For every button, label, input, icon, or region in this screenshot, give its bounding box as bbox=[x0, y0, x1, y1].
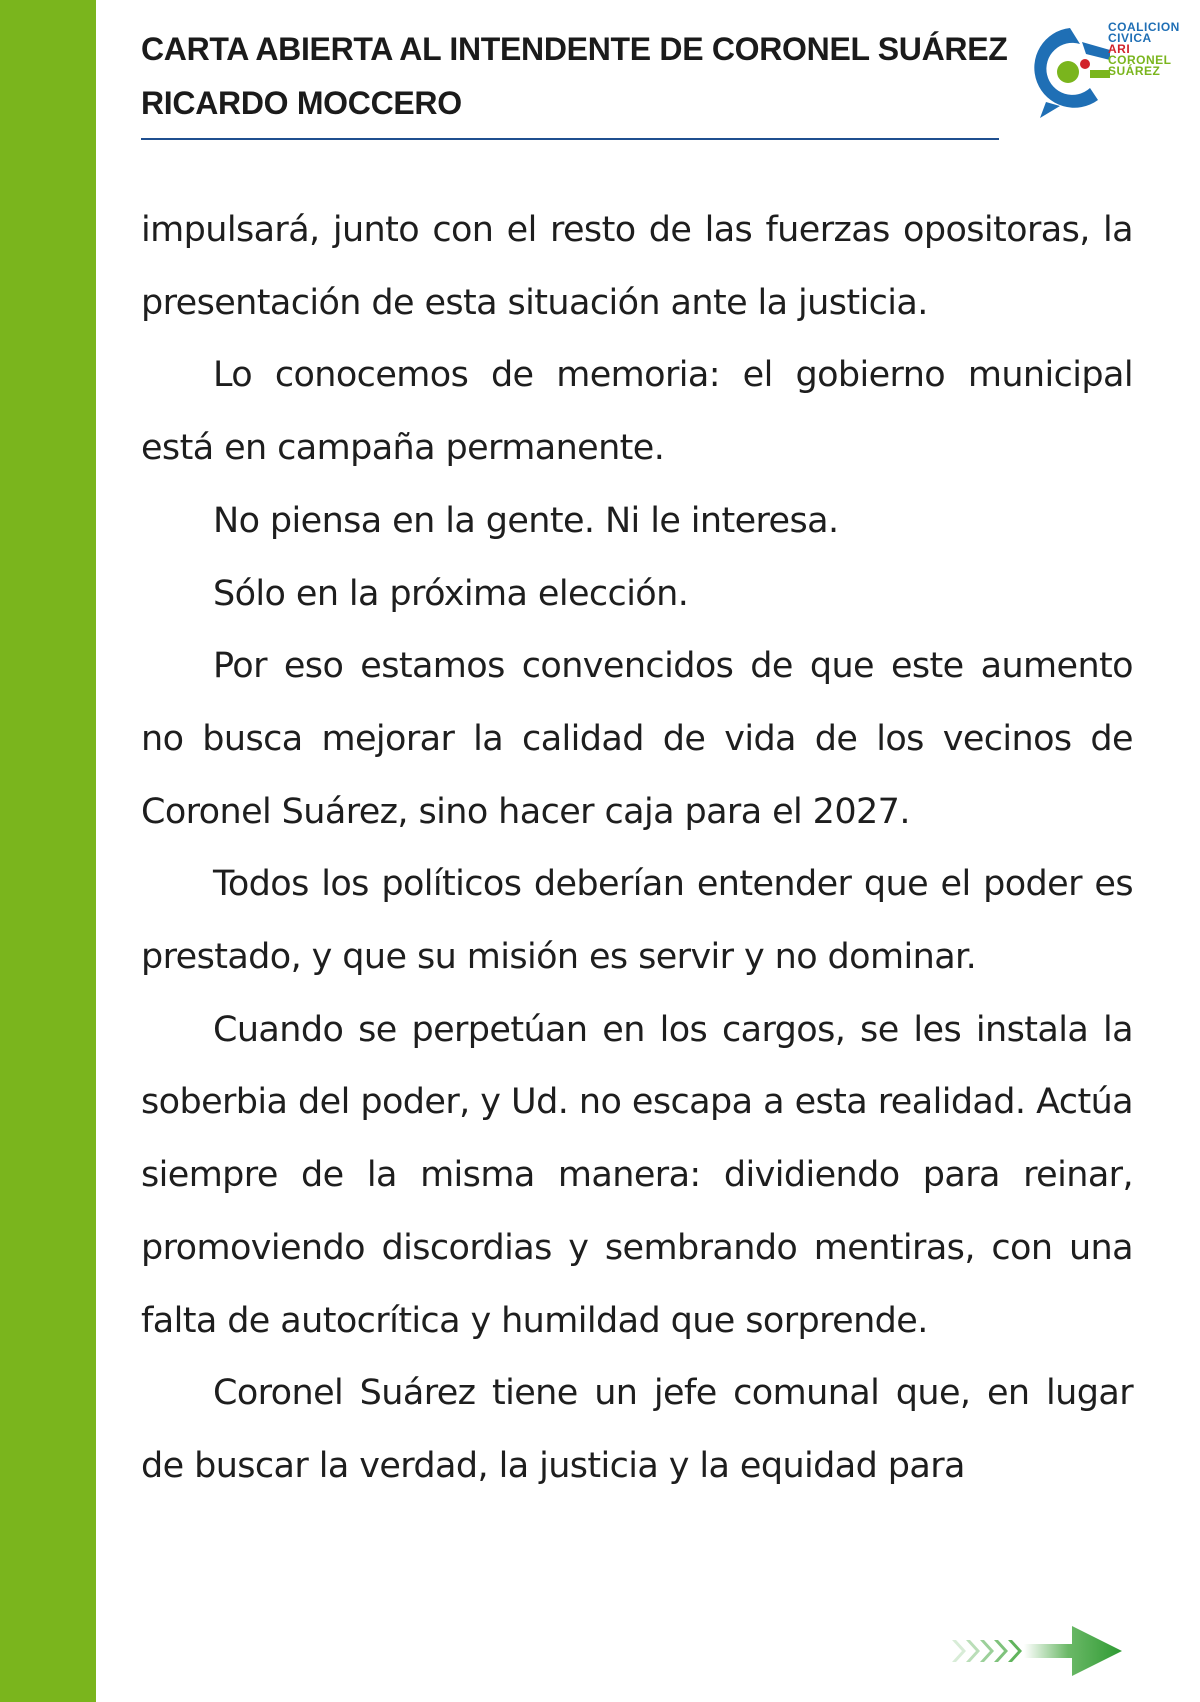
logo-wordmark bbox=[1108, 22, 1180, 77]
paragraph-5: Por eso estamos convencidos de que este aumento no busca mejorar la calidad de vida de los vecinos de Coronel Suárez, sino hacer caja para el 2027. bbox=[141, 646, 1133, 832]
header-divider bbox=[141, 138, 999, 140]
paragraph-4: Sólo en la próxima elección. bbox=[213, 573, 689, 614]
paragraph-6: Todos los políticos deberían entender que el poder es prestado, y que su misión es servir y no dominar. bbox=[141, 864, 1133, 978]
paragraph-8: Coronel Suárez tiene un jefe comunal que, en lugar de buscar la verdad, la justicia y la equidad para bbox=[141, 1373, 1133, 1486]
paragraph-7: Cuando se perpetúan en los cargos, se les instala la soberbia del poder, y Ud. no escapa a esta realidad. Actúa siempre de la misma manera: dividiendo para reinar, promoviendo discordias y sembrando mentiras, con una falta de autocrítica y humildad que sorprende. bbox=[141, 1009, 1133, 1341]
left-green-bar bbox=[0, 0, 96, 1702]
paragraph-2: Lo conocemos de memoria: el gobierno municipal está en campaña permanente. bbox=[141, 355, 1133, 469]
paragraph-1: impulsará, junto con el resto de las fuerzas opositoras, la presentación de esta situación ante la justicia. bbox=[141, 210, 1133, 323]
letter-body bbox=[141, 194, 1133, 1503]
logo-line-4: CORONEL bbox=[1108, 53, 1172, 67]
next-page-arrow[interactable] bbox=[940, 1620, 1130, 1682]
logo-line-2: CIVICA bbox=[1108, 31, 1152, 45]
page-title-line2: RICARDO MOCCERO bbox=[141, 85, 462, 121]
page-title-line1: CARTA ABIERTA AL INTENDENTE DE CORONEL SUÁREZ bbox=[141, 31, 1008, 67]
logo-line-1: COALICION bbox=[1108, 20, 1180, 34]
logo-line-5: SUÁREZ bbox=[1108, 64, 1161, 78]
logo-line-3: ARI bbox=[1108, 42, 1131, 56]
arrow-right-icon bbox=[940, 1620, 1130, 1682]
coalicion-civica-logo bbox=[1024, 20, 1188, 122]
logo-emblem-icon bbox=[1024, 20, 1114, 122]
letter-header bbox=[141, 22, 1008, 130]
paragraph-3: No piensa en la gente. Ni le interesa. bbox=[213, 500, 839, 541]
